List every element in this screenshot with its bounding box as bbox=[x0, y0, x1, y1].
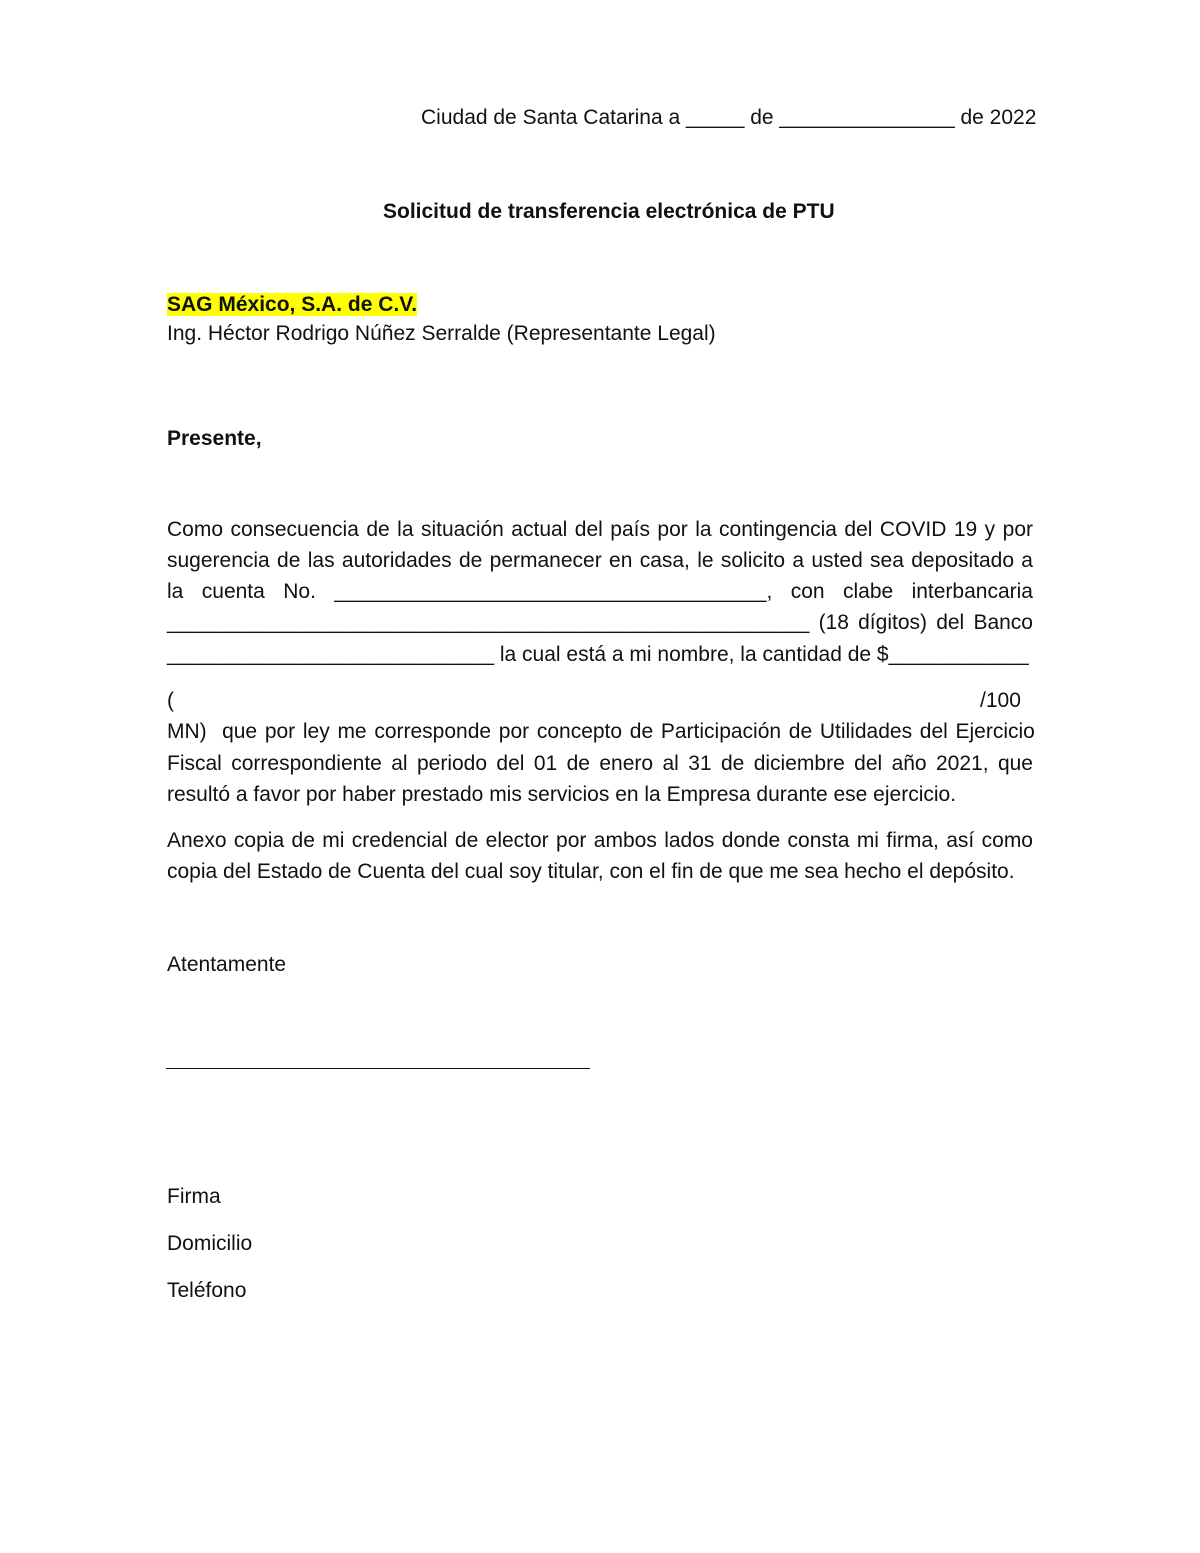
body-paragraph-1-line-1 bbox=[167, 518, 1033, 542]
signature-label-domicilio: Domicilio bbox=[167, 1232, 253, 1255]
account-number-line bbox=[167, 580, 1033, 604]
amount-words-open: ( bbox=[167, 689, 174, 712]
date-line: Ciudad de Santa Catarina a _____ de _______________ de 2022 bbox=[421, 106, 1037, 129]
body-word: dígitos) bbox=[858, 611, 927, 634]
body-text: Como consecuencia de la situación actual del país por la contingencia del COVID 19 y por bbox=[167, 518, 1033, 541]
body-text: MN) que por ley me corresponde por concepto de Participación de Utilidades del Ejercicio bbox=[167, 720, 1035, 743]
bank-amount-line: ____________________________ la cual está a mi nombre, la cantidad de $____________ bbox=[167, 643, 1029, 666]
body-word: del bbox=[936, 611, 965, 634]
representative-name: Ing. Héctor Rodrigo Núñez Serralde (Representante Legal) bbox=[167, 322, 716, 345]
body-word: Banco bbox=[973, 611, 1033, 634]
body-paragraph-2-line-3 bbox=[167, 752, 1033, 776]
body-word: cuenta bbox=[201, 580, 265, 603]
body-word: interbancaria bbox=[911, 580, 1033, 603]
signature-label-telefono: Teléfono bbox=[167, 1279, 247, 1302]
body-text: Fiscal correspondiente al periodo del 01 de enero al 31 de diciembre del año 2021, que bbox=[167, 752, 1033, 775]
signature-label-firma: Firma bbox=[167, 1185, 221, 1208]
company-name bbox=[167, 293, 417, 317]
body-word: clabe bbox=[842, 580, 894, 603]
body-word: con bbox=[790, 580, 825, 603]
body-paragraph-2-line-2 bbox=[167, 720, 1033, 744]
body-paragraph-3-line-2: copia del Estado de Cuenta del cual soy titular, con el fin de que me sea hecho el depósito. bbox=[167, 860, 1015, 883]
body-paragraph-3-line-1 bbox=[167, 829, 1033, 853]
signature-line bbox=[166, 1068, 590, 1069]
clabe-blank: _______________________________________________________ bbox=[167, 611, 810, 634]
body-text: Anexo copia de mi credencial de elector por ambos lados donde consta mi firma, así como bbox=[167, 829, 1033, 852]
document-title: Solicitud de transferencia electrónica de PTU bbox=[383, 200, 835, 223]
body-paragraph-1-line-2 bbox=[167, 549, 1033, 573]
account-number-blank: _____________________________________, bbox=[334, 580, 773, 603]
clabe-line bbox=[167, 611, 1033, 635]
amount-words-cents: /100 bbox=[980, 689, 1021, 712]
company-name-highlight: SAG México, S.A. de C.V. bbox=[167, 293, 418, 316]
body-word: la bbox=[167, 580, 184, 603]
body-paragraph-2-line-4: resultó a favor por haber prestado mis servicios en la Empresa durante ese ejercicio. bbox=[167, 783, 957, 806]
closing: Atentamente bbox=[167, 953, 287, 976]
body-word: No. bbox=[283, 580, 316, 603]
greeting: Presente, bbox=[167, 427, 262, 450]
body-word: (18 bbox=[818, 611, 849, 634]
body-text: sugerencia de las autoridades de permanecer en casa, le solicito a usted sea depositado a bbox=[167, 549, 1033, 572]
